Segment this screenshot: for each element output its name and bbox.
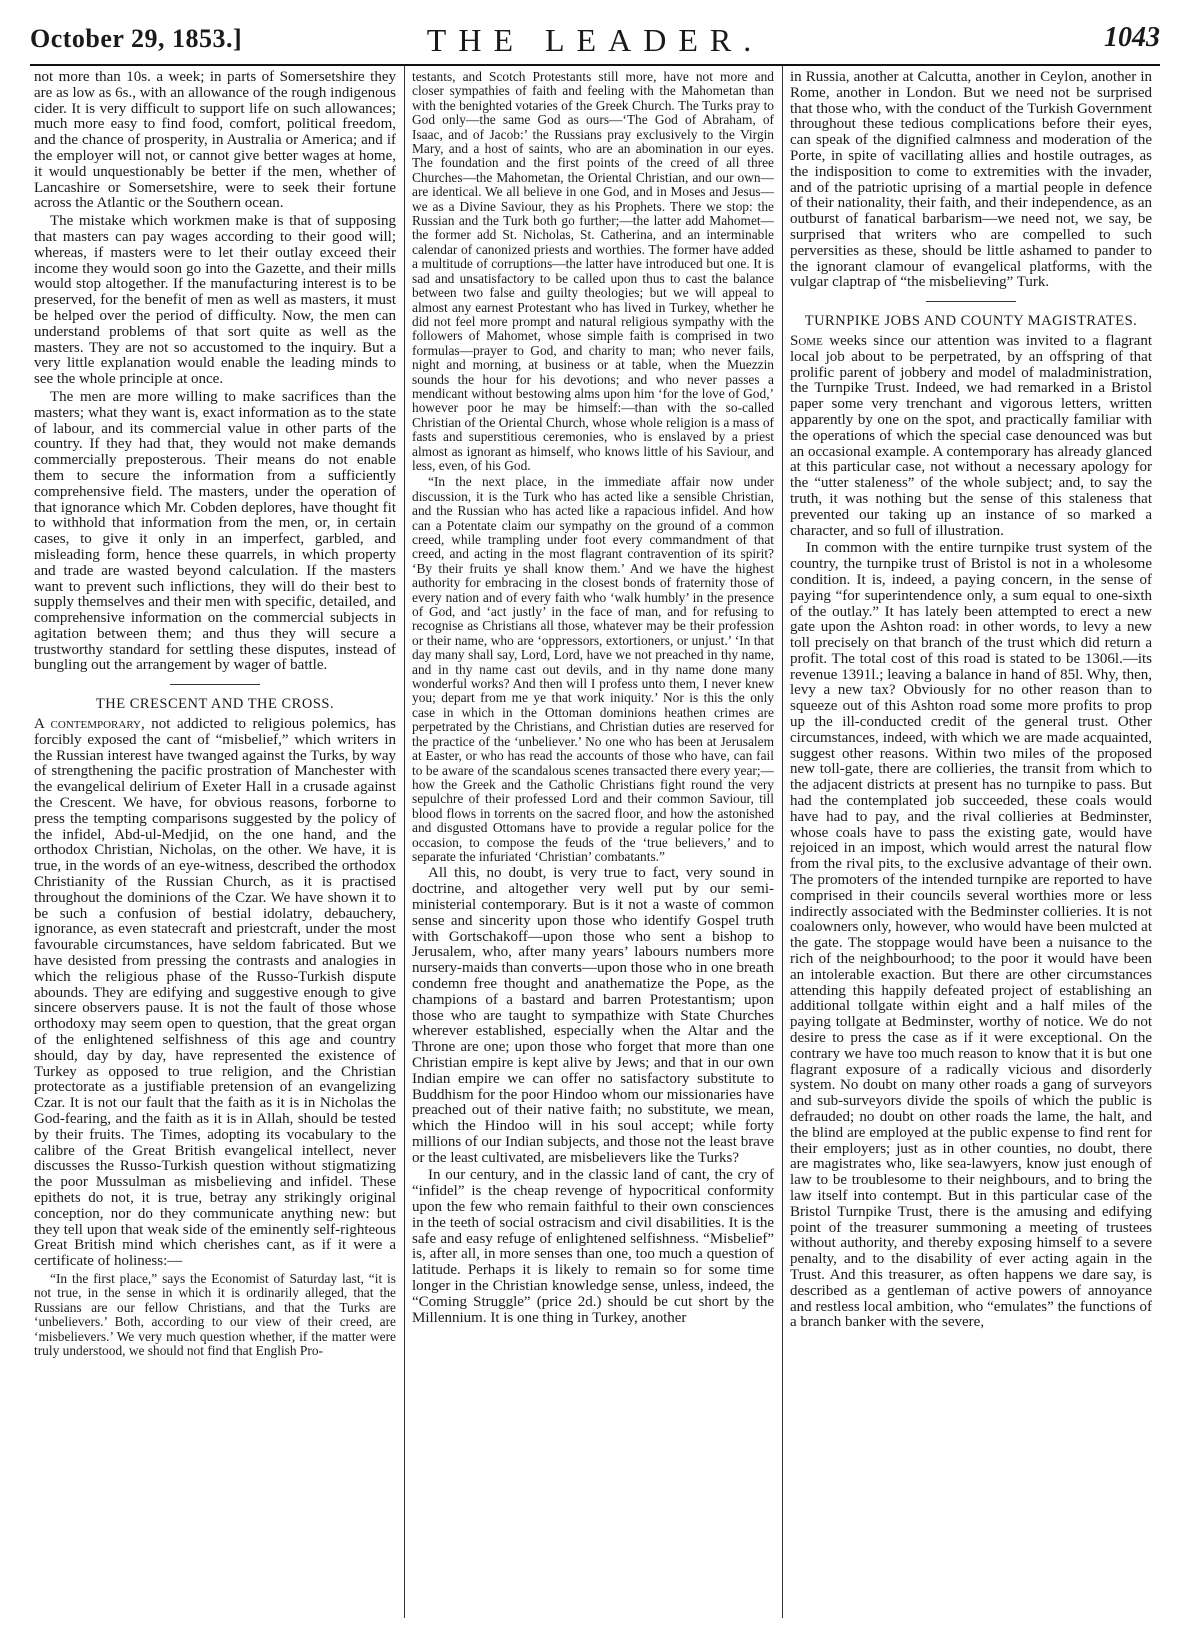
paragraph: The mistake which workmen make is that of supposing that masters can pay wages according to their good will; whereas, if masters were to let their outlay exceed their income they would soon go into the Gazette, and their mills would stop altogether. If the manufacturing interest is to be preserved, for the benefit of men as well as masters, it must be helped over the period of difficulty. Now, the men can understand problems of that sort quite as well as the masters. They are not so accustomed to the inquiry. But a very little explanation would enable the leading minds to see the whole principle at once. <box>34 213 396 388</box>
paragraph <box>790 334 1152 539</box>
issue-date: October 29, 1853.] <box>30 24 243 53</box>
page-number: 1043 <box>1104 22 1160 53</box>
column-1 <box>34 70 396 1615</box>
article-heading: THE CRESCENT AND THE CROSS. <box>95 696 335 713</box>
paragraph: not more than 10s. a week; in parts of Somersetshire they are as low as 6s., with an allowance of the rough indigenous cider. It is very difficult to support life on such allowances; much more easy to find food, comfort, political freedom, and the chance of prosperity, in Australia or America; and if the employer will not, or cannot give better wages at home, it would unquestionably be better if the men, whether of Lancashire or Somersetshire, were to seek their fortune across the Atlantic or the Southern ocean. <box>34 70 396 212</box>
column-3 <box>790 70 1152 1615</box>
section-separator <box>170 684 260 685</box>
article-heading: TURNPIKE JOBS AND COUNTY MAGISTRATES. <box>804 313 1138 330</box>
paragraph: in Russia, another at Calcutta, another in Ceylon, another in Rome, another in London. But we need not be surprised that those who, with the conduct of the Turkish Government throughout these tedious complications before their eyes, can speak of the dignified calmness and moderation of the Porte, in spite of vacillating allies and hostile outrages, as the indisposition to come to extremities with the invader, and of the patriotic uprising of a martial people in defence of their nationality, their faith, and their independence, as an outburst of fanatical barbarism—we need not, we say, be surprised that writers who are compelled to such perversities as these, should be little ashamed to pander to the ignorant clamour of evangelical platforms, with the vulgar claptrap of “the misbelieving” Turk. <box>790 70 1152 291</box>
paragraph: The men are more willing to make sacrifices than the masters; what they want is, exact information as to the state of labour, and its commercial value in other parts of the country. If they had that, they would not make demands commercially preposterous. Their means do not enable them to secure the information from a sufficiently comprehensive field. The masters, under the operation of that ignorance which Mr. Cobden deplores, have thought fit to withhold that information from the men, or, in certain cases, to give it only in an imperfect, garbled, and misleading form, hence these quarrels, in which property and trade are wasted beyond calculation. If the masters want to prevent such inflictions, they will do their best to supply themselves and their men with specific, detailed, and comprehensive information on the commercial subjects in agitation between them; and thus they will secure a trustworthy standard for settling these disputes, instead of bungling out the arrangement by wager of battle. <box>34 388 396 674</box>
column-divider <box>404 66 405 1618</box>
newspaper-title: THE LEADER. <box>426 22 764 58</box>
paragraph: In common with the entire turnpike trust system of the country, the turnpike trust of Bristol is not in a wholesome condition. It is, indeed, a paying concern, in the sense of paying “for superintendence only, a sum equal to one-sixth of the outlay.” It has lately been attempted to erect a new gate upon the Ashton road: in other words, to levy a new toll precisely on that branch of the trust which did return a profit. The total cost of this road is stated to be 1306l.—its revenue 1391l.; leaving a balance in hand of 85l. Why, then, levy a new tax? Obviously for no other reason than to squeeze out of this Ashton road some more profits to prop up the ill-conducted credit of the general trust. Other circumstances, indeed, with which we are made acquainted, suggest other reasons. Within two miles of the proposed new toll-gate, there are collieries, the transit from which to the adjacent districts at present has no turnpike to pass. But had the contemplated job succeeded, these coals would have had to pay, and the rival collieries at Bedminster, whose coals have to pass the existing gate, would have rejoiced in an impost, which would arrest the natural flow from the rival pits, to the exclusive advantage of their own. The promoters of the intended turnpike are reported to have comprised in their councils several worthies more or less indirectly associated with the Bedminster collieries. It is not coalowners only, however, who would have been mulcted at the gate. The stoppage would have been a nuisance to the rich of the neighbourhood; to the poor it would have been an intolerable exaction. But there are other circumstances attending this happily defeated project of establishing an additional tollgate within eight and a half miles of the paying tollgate at Bedminster, worthy of notice. We do not desire to press the case as if it were exceptional. On the contrary we have too much reason to know that it is but one flagrant exposure of a radically vicious and disorderly system. No doubt on many other roads a gang of surveyors and sub-surveyors divide the spoils of which the public is defrauded; no doubt on other roads the lame, the halt, and the blind are employed at the public expense to find rent for their employers; just as in other counties, no doubt, there are magistrates who, like sea-lawyers, know just enough of law to be troublesome to their neighbours, and to bring the law itself into contempt. But in this particular case of the Bristol Turnpike Trust, there is the amusing and edifying point of the treasurer summoning a meeting of trustees without authority, and thereby exposing himself to a severe penalty, and to the disability of ever acting again in the Trust. And this treasurer, as often happens we dare say, is described as a gentleman of active powers of annoyance and restless local ambition, who “emulates” the functions of a branch banker with the severe, <box>790 540 1152 1331</box>
lead-in: A contemporary, <box>34 716 145 733</box>
paragraph-text: weeks since our attention was invited to a flagrant local job about to be perpetrated, by an offspring of that prolific parent of jobbery and model of maladministration, the Turnpike Trust. Indeed, we had remarked in a Bristol paper some very trenchant and vigorous letters, written apparently by one on the spot, and practically familiar with the operations of which the special case denounced was but an occasional example. A contemporary has already glanced at this particular case, not without a necessary apology for the “utter staleness” of the whole subject; and, to say the truth, it was nothing but the sense of this staleness that prevented our taking up an instance of so marked a character, and so full of illustration. <box>790 332 1152 539</box>
column-2 <box>412 70 774 1615</box>
section-separator <box>926 301 1016 302</box>
paragraph <box>34 717 396 1270</box>
lead-in: Some <box>790 332 823 349</box>
paragraph: All this, no doubt, is very true to fact, very sound in doctrine, and altogether very well put by our semi-ministerial contemporary. But is it not a waste of common sense and sincerity upon those who identify Gospel truth with Gortschakoff—upon those who sent a bishop to Jerusalem, who, after many years’ labours numbers more nursery-maids than converts—upon those who in one breath condemn free thought and anathematize the Pope, as the champions of a bastard and barren Protestantism; upon those who are taught to sympathize with State Churches wherever established, especially when the Altar and the Throne are one; upon those who forget that more than one Christian empire is kept alive by Jews; and that in our own Indian empire we can offer no satisfactory substitute to Buddhism for the poor Hindoo whom our missionaries have preached out of their native faith; no substitute, we mean, which the Hindoo will in his soul accept; while forty millions of our Indian subjects, and those not the least brave or the least cultivated, are misbelievers like the Turks? <box>412 865 774 1166</box>
page-header <box>30 22 1160 66</box>
paragraph-text: not addicted to religious polemics, has forcibly exposed the cant of “misbelief,” which writers in the Russian interest have twanged against the Turks, by way of strengthening the pacific prostration of Manchester with the evangelical delirium of Exeter Hall in a crusade against the Crescent. We have, for obvious reasons, forborne to press the tempting comparisons suggested by the policy of the infidel, Abd-ul-Medjid, on the one hand, and the orthodox Christian, Nicholas, on the other. We have, it is true, in the words of an eye-witness, described the orthodox Christianity of the Russian Church, as it is practised throughout the dominions of the Czar. We have shown it to be such a confusion of bestial idolatry, debauchery, ignorance, as even statecraft and priestcraft, under the most favourable circumstances, have seldom fabricated. But we have desisted from pressing the contrasts and analogies in which the religious phase of the Russo-Turkish dispute abounds. They are edifying and suggestive enough to give sincere observers pause. It is not the fault of those whose orthodoxy may seem open to question, that the great organ of the enlightened selfishness of this age and country should, day by day, have represented the existence of Turkey as opposed to true religion, and the Christian protectorate as a justifiable pretension of an evangelizing Czar. It is not our fault that the faith as it is in Nicholas the God-fearing, and the faith as it is in Allah, should be tested by their fruits. The Times, adopting its vocabulary to the calibre of the Great British evangelical intellect, never discusses the Russo-Turkish question without stigmatizing the poor Mussulman as misbelieving and infidel. These epithets do not, it is true, betray any strikingly original conception, nor do they communicate anything new: but they tell upon that weak side of the eminently self-righteous Great British mind which cherishes cant, as if it were a certificate of holiness:— <box>34 716 396 1270</box>
quoted-paragraph: testants, and Scotch Protestants still more, have not more and closer sympathies of faith and feeling with the Mahometan than with the benighted votaries of the Greek Church. The Turks pray to God only—the same God as ours—‘The God of Abraham, of Isaac, and of Jacob:’ the Russians pray exclusively to the Virgin Mary, and a host of saints, who are an abomination in our eyes. The foundation and the first points of the creed of all three Churches—the Mahometan, the Oriental Christian, and our own—are identical. We all believe in one God, and in Moses and Jesus—we as a Divine Saviour, they as his Prophets. There we stop: the Russian and the Turk both go further;—the latter add Mahomet—the former add St. Nicholas, St. Catherina, and an interminable calendar of canonized priests and worthies. The former have added a multitude of corruptions—the latter have introduced but one. It is sad and unsatisfactory to be called upon thus to cast the balance between two false and guilty theologies; but we will appeal to almost any earnest Protestant who has lived in Turkey, whether he did not feel more prompt and natural religious sympathy with the followers of Mahomet, whose simple faith is comprised in two formulas—prayer to God, and charity to man; who never fails, night and morning, at business or at table, when the Muezzin sounds the hour for his devotions; and who never passes a mendicant without bestowing alms upon him ‘for the love of God,’ however poor he may be himself:—than with the so-called Christian of the Oriental Church, whose whole religion is a mass of fasts and superstitious ceremonies, who is enslaved by a priest almost as ignorant as himself, who knows little of his Saviour, and less, even, of his God. <box>412 70 774 473</box>
paragraph: In our century, and in the classic land of cant, the cry of “infidel” is the cheap revenge of hypocritical conformity upon the few who remain faithful to their own consciences in the teeth of social ostracism and civil disabilities. It is the safe and easy refuge of enlightened selfishness. “Misbelief” is, after all, in more senses than one, too much a question of latitude. Perhaps it is likely to remain so for some time longer in the Christian knowledge sense, unless, indeed, the “Coming Struggle” (price 2d.) should be cut short by the Millennium. It is one thing in Turkey, another <box>412 1167 774 1326</box>
quoted-paragraph: “In the next place, in the immediate affair now under discussion, it is the Turk who has acted like a sensible Christian, and the Russian who has acted like a rapacious infidel. And how can a Potentate claim our sympathy on the ground of a common creed, while trampling under foot every commandment of that creed, and acting in the most flagrant contravention of its spirit? ‘By their fruits ye shall know them.’ And we have the highest authority for embracing in the closest bonds of fraternity those of every nation and of every faith who ‘walk humbly’ in the presence of God, and ‘act justly’ in the face of man, and for refusing to recognise as Christians all those, whatever may be their profession or their name, who are ‘oppressors, extortioners, or unjust.’ ‘In that day many shall say, Lord, Lord, have we not preached in thy name, and in thy name cast out devils, and in thy name done many wonderful works? And then will I profess unto them, I never knew you; depart from me ye that work iniquity.’ Nor is this the only case in which in the Ottoman dominions heathen crimes are perpetrated by the Christians, and Christian duties are reserved for the practice of the ‘unbeliever.’ No one who has been at Jerusalem at Easter, or who has read the accounts of those who have, can fail to be aware of the scandalous scenes transacted there every year;—how the Greek and the Catholic Christians fight round the very sepulchre of their professed Lord and their common Saviour, till blood flows in torrents on the sacred floor, and how the astonished and disgusted Ottomans have to provide a regular police for the occasion, to compose the feuds of the ‘true believers,’ and to separate the infuriated ‘Christian’ combatants.” <box>412 474 774 864</box>
quoted-paragraph: “In the first place,” says the Economist of Saturday last, “it is not true, in the sense in which it is ordinarily alleged, that the Russians are our fellow Christians, and that the Turks are ‘unbelievers.’ Both, according to our view of their creed, are ‘misbelievers.’ We very much question whether, if the matter were truly understood, we should not find that English Pro- <box>34 1270 396 1358</box>
column-divider <box>782 66 783 1618</box>
